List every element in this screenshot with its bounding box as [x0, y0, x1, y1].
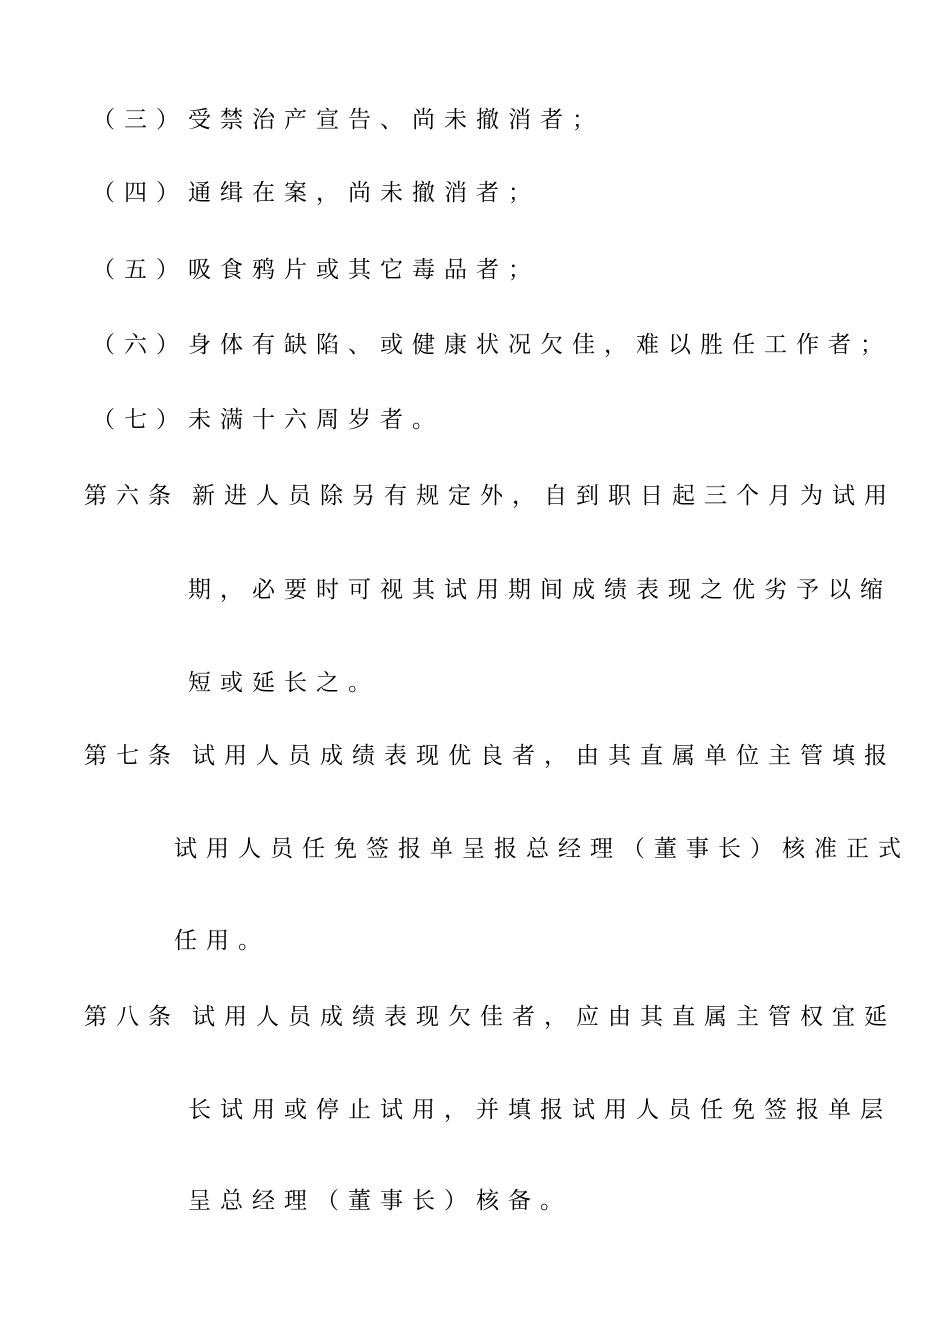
article-line: 试用人员成绩表现欠佳者，应由其直属主管权宜延 — [192, 1004, 896, 1030]
list-item-text: 未满十六周岁者。 — [188, 407, 444, 433]
list-item-text: 受禁治产宣告、尚未撤消者； — [188, 107, 604, 133]
list-item-text: 吸食鸦片或其它毒品者； — [188, 257, 540, 283]
article-line: 长试用或停止试用，并填报试用人员任免签报单层 — [188, 1097, 892, 1123]
list-item — [92, 178, 188, 208]
item-number: （七） — [92, 407, 188, 433]
list-item — [92, 405, 188, 435]
list-item — [92, 105, 188, 135]
item-number: （六） — [92, 332, 188, 358]
article-line: 新进人员除另有规定外，自到职日起三个月为试用 — [192, 483, 896, 509]
list-item — [92, 330, 188, 360]
article-line: 试用人员任免签报单呈报总经理（董事长）核准正式 — [174, 836, 910, 862]
article-line: 期，必要时可视其试用期间成绩表现之优劣予以缩 — [188, 577, 892, 603]
item-number: （三） — [92, 107, 188, 133]
article-label: 第八条 — [84, 1004, 180, 1030]
list-item-text: 身体有缺陷、或健康状况欠佳，难以胜任工作者； — [188, 332, 892, 358]
article-label: 第六条 — [84, 483, 180, 509]
list-item-text: 通缉在案，尚未撤消者； — [188, 180, 540, 206]
item-number: （四） — [92, 180, 188, 206]
article-line: 短或延长之。 — [188, 670, 380, 696]
article-label: 第七条 — [84, 743, 180, 769]
article-line: 试用人员成绩表现优良者，由其直属单位主管填报 — [192, 743, 896, 769]
item-number: （五） — [92, 257, 188, 283]
list-item — [92, 255, 188, 285]
article-line: 呈总经理（董事长）核备。 — [188, 1188, 572, 1214]
article-line: 任用。 — [174, 928, 270, 954]
